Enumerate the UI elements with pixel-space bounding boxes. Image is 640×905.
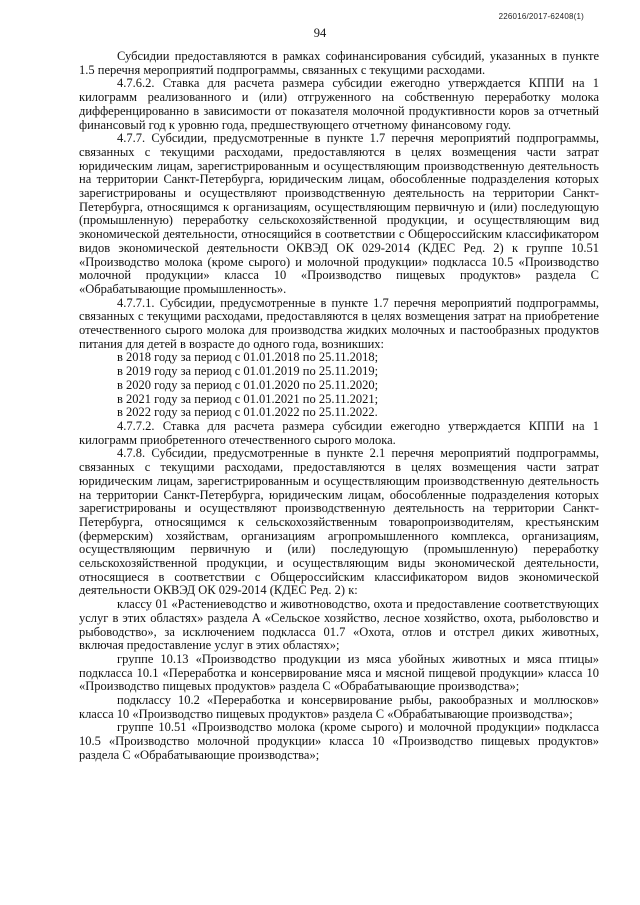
paragraph: 4.7.8. Субсидии, предусмотренные в пункте 2.1 перечня мероприятий подпрограммы, связанных с текущими расходами, предоставляются в целях возмещения части затрат юридическим лицам, зарегистрированным и осуществляющим производственную деятельность на территории Санкт-Петербурга, юридическим лицам, обособленные подразделения которых зарегистрированы и осуществляют производственную деятельность на территории Санкт-Петербурга, относящимся к сельскохозяйственным товаропроизводителям, крестьянским (фермерским) хозяйствам, организациям агропромышленного комплекса, организациям, осуществляющим первичную и (или) последующую (промышленную) переработку сельскохозяйственной продукции, и осуществляющим виды экономической деятельности, относящиеся в соответствии с Общероссийским классификатором видов экономической деятельности ОКВЭД ОК 029-2014 (КДЕС Ред. 2) к: xyxy=(79,446,599,598)
period-list-item: в 2019 году за период с 01.01.2019 по 25.11.2019; xyxy=(117,364,379,379)
document-id: 226016/2017-62408(1) xyxy=(498,12,584,21)
period-list-item: в 2020 году за период с 01.01.2020 по 25.11.2020; xyxy=(117,377,379,392)
page-number: 94 xyxy=(313,26,327,40)
paragraph: Субсидии предоставляются в рамках софинансирования субсидий, указанных в пункте 1.5 перечня мероприятий подпрограммы, связанных с текущими расходами. xyxy=(79,49,599,77)
period-list-item: в 2021 году за период с 01.01.2021 по 25.11.2021; xyxy=(117,391,379,406)
paragraph: группе 10.13 «Производство продукции из мяса убойных животных и мяса птицы» подкласса 10.1 «Переработка и консервирование мяса и мясной пищевой продукции» класса 10 «Производство пищевых продуктов» раздела С «Обрабатывающие производства»; xyxy=(79,651,599,694)
period-list-item: в 2022 году за период с 01.01.2022 по 25.11.2022. xyxy=(117,405,378,420)
document-body xyxy=(79,50,599,763)
paragraph: 4.7.7. Субсидии, предусмотренные в пункте 1.7 перечня мероприятий подпрограммы, связанных с текущими расходами, предоставляются в целях возмещения части затрат юридическим лицам, зарегистрированным и осуществляющим производственную деятельность на территории Санкт-Петербурга, юридическим лицам, обособленные подразделения которых зарегистрированы и осуществляют производственную деятельность на территории Санкт-Петербурга, относящимся к организациям, осуществляющим первичную и (или) последующую (промышленную) переработку сельскохозяйственной продукции, и осуществляющим вид экономической деятельности, относящийся в соответствии с Общероссийским классификатором видов экономической деятельности ОКВЭД ОК 029-2014 (КДЕС Ред. 2) к группе 10.51 «Производство молока (кроме сырого) и молочной продукции» подкласса 10.5 «Производство молочной продукции» класса 10 «Производство пищевых продуктов» раздела С «Обрабатывающие промышленность». xyxy=(79,131,599,296)
paragraph: 4.7.7.2. Ставка для расчета размера субсидии ежегодно утверждается КППИ на 1 килограмм приобретенного отечественного сырого молока. xyxy=(79,418,599,447)
paragraph: 4.7.6.2. Ставка для расчета размера субсидии ежегодно утверждается КППИ на 1 килограмм реализованного и (или) отгруженного на собственную переработку молока дифференцированно в зависимости от показателя молочной продуктивности коров за отчетный финансовый год к уровню года, предшествующего отчетному финансовому году. xyxy=(79,76,599,132)
paragraph: классу 01 «Растениеводство и животноводство, охота и предоставление соответствующих услуг в этих областях» раздела А «Сельское хозяйство, лесное хозяйство, охота, рыболовство и рыбоводство», за исключением подкласса 01.7 «Охота, отлов и отстрел диких животных, включая предоставление услуг в этих областях»; xyxy=(79,597,599,653)
paragraph: подклассу 10.2 «Переработка и консервирование рыбы, ракообразных и моллюсков» класса 10 «Производство пищевых продуктов» раздела С «Обрабатывающие производства»; xyxy=(79,693,599,721)
paragraph: группе 10.51 «Производство молока (кроме сырого) и молочной продукции» подкласса 10.5 «Производство молочной продукции» класса 10 «Производство пищевых продуктов» раздела С «Обрабатывающие производства»; xyxy=(79,720,599,762)
period-list-item: в 2018 году за период с 01.01.2018 по 25.11.2018; xyxy=(117,350,379,365)
paragraph: 4.7.7.1. Субсидии, предусмотренные в пункте 1.7 перечня мероприятий подпрограммы, связанных с текущими расходами, предоставляются в целях возмещения затрат на приобретение отечественного сырого молока для производства жидких молочных и пастообразных продуктов питания для детей в возрасте до одного года, возникших: xyxy=(79,295,599,351)
